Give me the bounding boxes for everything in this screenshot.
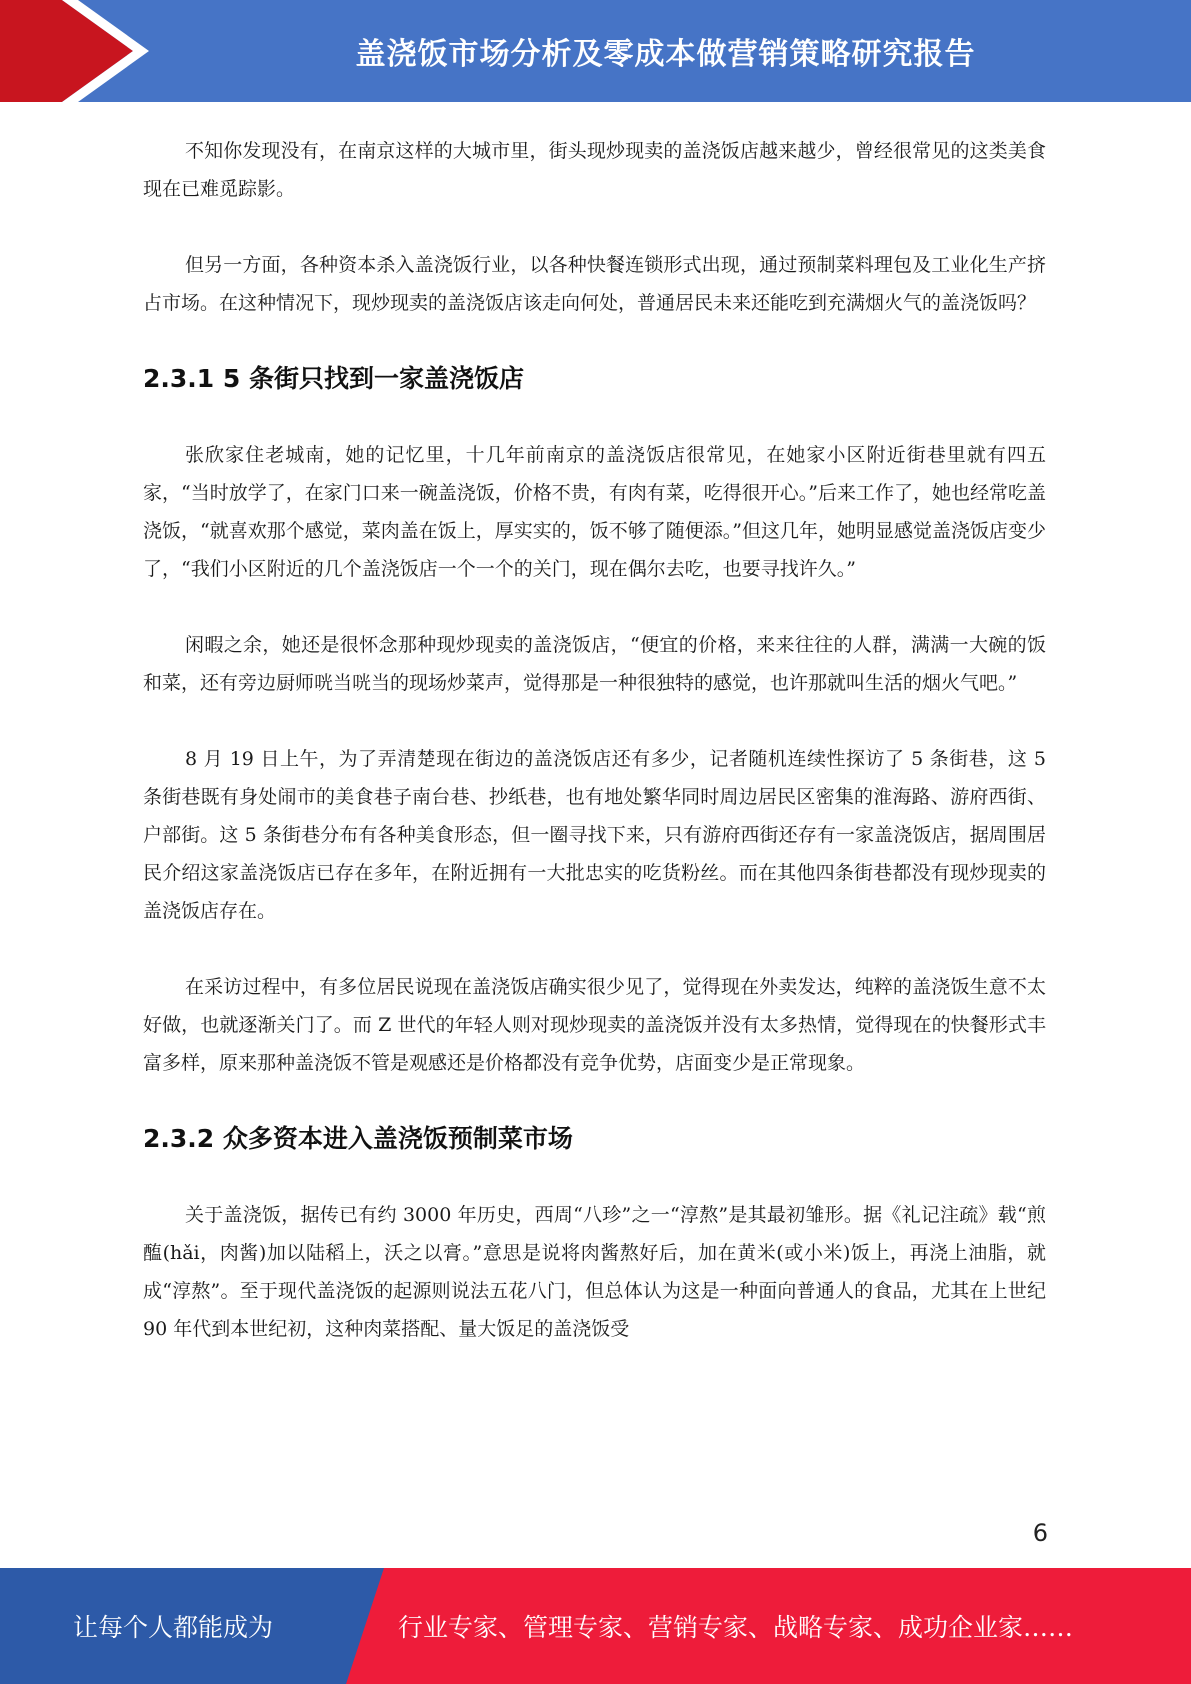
document-body [143, 132, 1046, 1348]
page-header [0, 0, 1191, 110]
red-arrow-shape [0, 0, 133, 102]
paragraph-gap [143, 1082, 1046, 1120]
paragraph-gap [143, 398, 1046, 436]
paragraph-gap [143, 322, 1046, 360]
paragraph-gap [143, 1158, 1046, 1196]
body-paragraph: 在采访过程中，有多位居民说现在盖浇饭店确实很少见了，觉得现在外卖发达，纯粹的盖浇饭生意不太好做，也就逐渐关门了。而 Z 世代的年轻人则对现炒现卖的盖浇饭并没有太多热情，觉得现在的快餐形式丰富多样，原来那种盖浇饭不管是观感还是价格都没有竞争优势，店面变少是正常现象。 [143, 976, 1046, 1074]
footer-slogan-left: 让每个人都能成为 [72, 1613, 273, 1642]
body-paragraph: 闲暇之余，她还是很怀念那种现炒现卖的盖浇饭店，“便宜的价格，来来往往的人群，满满一大碗的饭和菜，还有旁边厨师咣当咣当的现场炒菜声，觉得那是一种很独特的感觉，也许那就叫生活的烟火气吧。” [143, 634, 1046, 694]
body-paragraph: 8 月 19 日上午，为了弄清楚现在街边的盖浇饭店还有多少，记者随机连续性探访了 5 条街巷，这 5 条街巷既有身处闹市的美食巷子南台巷、抄纸巷，也有地处繁华同时周边居民区密集的淮海路、游府西街、户部街。这 5 条街巷分布有各种美食形态，但一圈寻找下来，只有游府西街还存有一家盖浇饭店，据周围居民介绍这家盖浇饭店已存在多年，在附近拥有一大批忠实的吃货粉丝。而在其他四条街巷都没有现炒现卖的盖浇饭店存在。 [143, 748, 1046, 922]
body-paragraph: 但另一方面，各种资本杀入盖浇饭行业，以各种快餐连锁形式出现，通过预制菜料理包及工业化生产挤占市场。在这种情况下，现炒现卖的盖浇饭店该走向何处，普通居民未来还能吃到充满烟火气的盖浇饭吗？ [143, 254, 1046, 314]
section-heading: 2.3.2 众多资本进入盖浇饭预制菜市场 [143, 1124, 573, 1153]
paragraph-gap [143, 930, 1046, 968]
report-title: 盖浇饭市场分析及零成本做营销策略研究报告 [355, 37, 976, 72]
paragraph-gap [143, 588, 1046, 626]
paragraph-gap [143, 208, 1046, 246]
body-paragraph: 关于盖浇饭，据传已有约 3000 年历史，西周“八珍”之一“淳熬”是其最初雏形。据《礼记注疏》载“煎醢(hǎi，肉酱)加以陆稻上，沃之以膏。”意思是说将肉酱熬好后，加在黄米(或小米)饭上，再浇上油脂，就成“淳熬”。至于现代盖浇饭的起源则说法五花八门，但总体认为这是一种面向普通人的食品，尤其在上世纪 90 年代到本世纪初，这种肉菜搭配、量大饭足的盖浇饭受 [143, 1204, 1046, 1340]
body-paragraph: 不知你发现没有，在南京这样的大城市里，街头现炒现卖的盖浇饭店越来越少，曾经很常见的这类美食现在已难觅踪影。 [143, 140, 1046, 200]
page-number: 6 [1032, 1519, 1048, 1547]
paragraph-gap [143, 702, 1046, 740]
footer-slogan-right: 行业专家、管理专家、营销专家、战略专家、成功企业家…… [398, 1613, 1074, 1642]
page-footer [0, 1568, 1191, 1684]
body-paragraph: 张欣家住老城南，她的记忆里，十几年前南京的盖浇饭店很常见，在她家小区附近街巷里就有四五家，“当时放学了，在家门口来一碗盖浇饭，价格不贵，有肉有菜，吃得很开心。”后来工作了，她也经常吃盖浇饭，“就喜欢那个感觉，菜肉盖在饭上，厚实实的，饭不够了随便添。”但这几年，她明显感觉盖浇饭店变少了，“我们小区附近的几个盖浇饭店一个一个的关门，现在偶尔去吃，也要寻找许久。” [143, 444, 1046, 580]
section-heading: 2.3.1 5 条街只找到一家盖浇饭店 [143, 364, 524, 393]
